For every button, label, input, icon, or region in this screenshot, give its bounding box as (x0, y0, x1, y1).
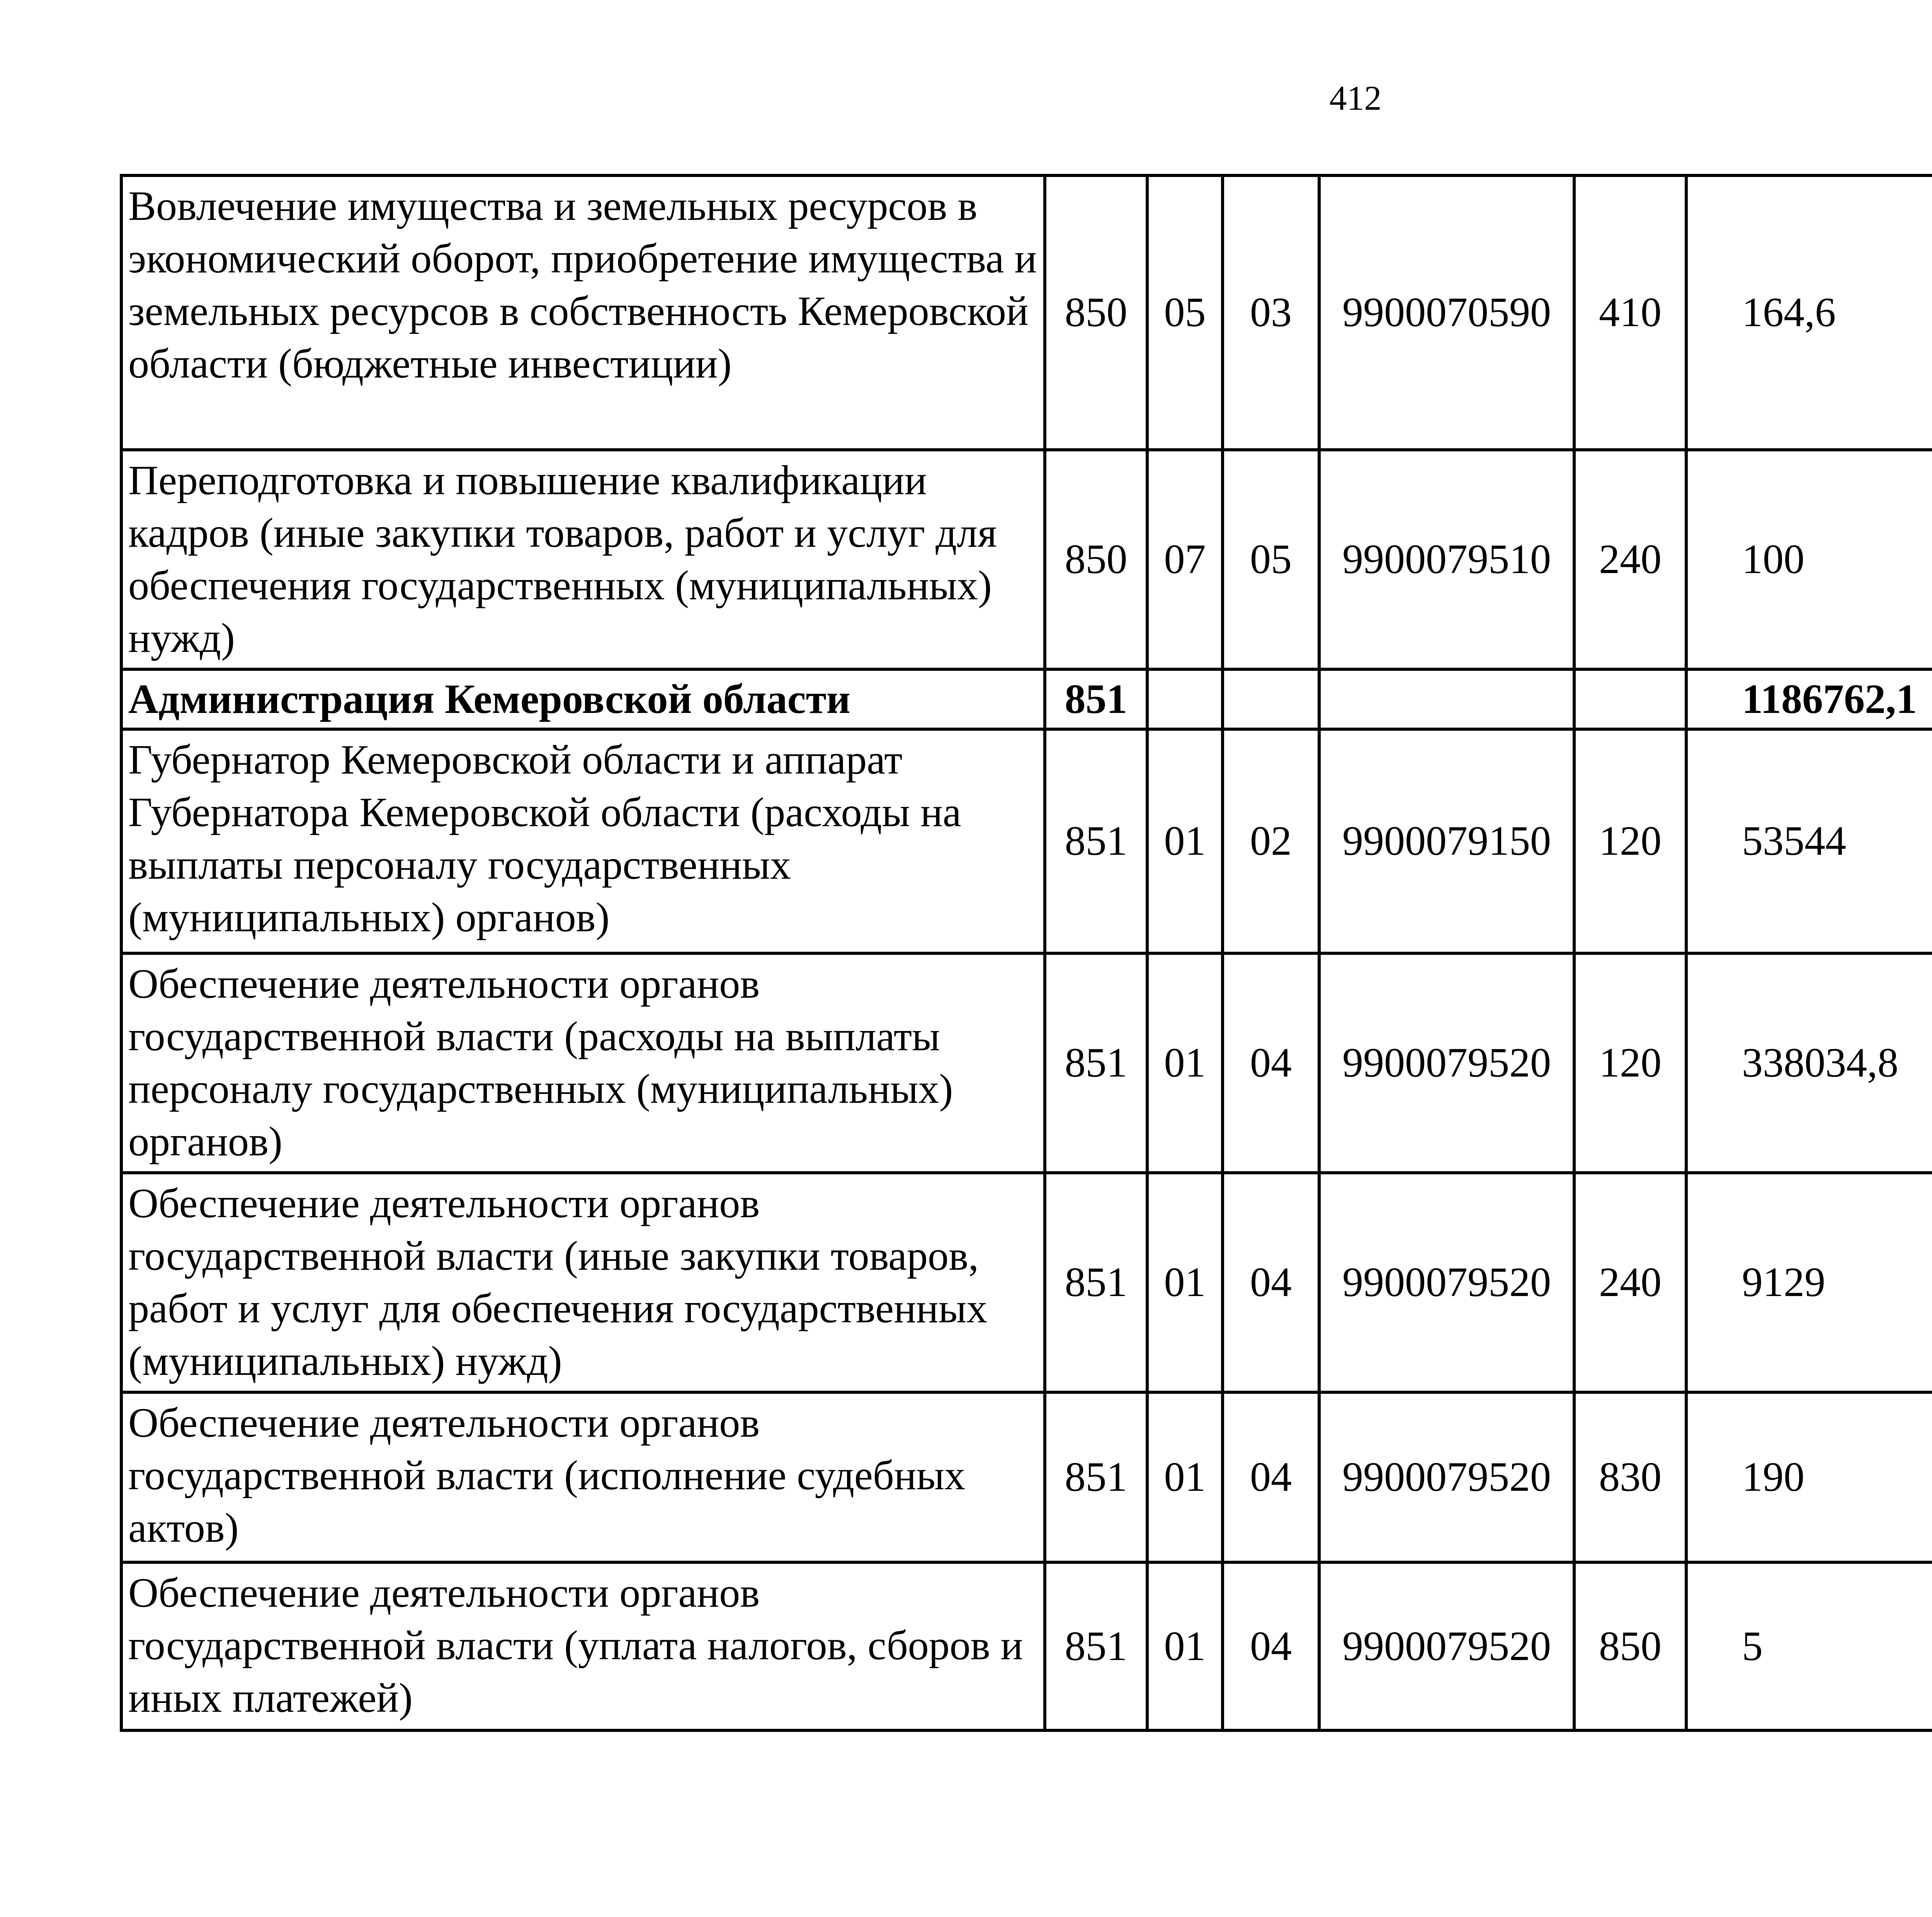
expense-type-code: 850 (1574, 1562, 1686, 1730)
subsection-code (1223, 669, 1319, 729)
amount-year-1: 5 (1686, 1562, 1932, 1730)
subsection-code: 04 (1223, 1392, 1319, 1562)
budget-table (120, 174, 1932, 1732)
ved-code: 851 (1045, 953, 1147, 1173)
table-row (121, 1392, 1932, 1562)
ved-code: 851 (1045, 669, 1147, 729)
expense-type-code: 120 (1574, 953, 1686, 1173)
target-article-code: 9900079150 (1319, 729, 1574, 953)
row-description: Обеспечение деятельности органов государственной власти (расходы на выплаты персоналу государственных (муниципальных) органов) (121, 953, 1045, 1173)
subsection-code: 05 (1223, 450, 1319, 669)
ved-code: 850 (1045, 175, 1147, 450)
target-article-code: 9900079520 (1319, 953, 1574, 1173)
page-number: 412 (1329, 79, 1382, 117)
table-row (121, 729, 1932, 953)
row-description: Вовлечение имущества и земельных ресурсов в экономический оборот, приобретение имущества и земельных ресурсов в собственность Кемеровской области (бюджетные инвестиции) (121, 175, 1045, 450)
expense-type-code: 240 (1574, 1173, 1686, 1392)
target-article-code (1319, 669, 1574, 729)
target-article-code: 9900079520 (1319, 1392, 1574, 1562)
ved-code: 851 (1045, 1173, 1147, 1392)
expense-type-code: 240 (1574, 450, 1686, 669)
amount-year-1: 164,6 (1686, 175, 1932, 450)
table-row (121, 669, 1932, 729)
amount-year-1: 100 (1686, 450, 1932, 669)
ved-code: 851 (1045, 1562, 1147, 1730)
row-description: Администрация Кемеровской области (121, 669, 1045, 729)
section-code: 05 (1147, 175, 1223, 450)
section-code: 01 (1147, 1392, 1223, 1562)
table-row (121, 1562, 1932, 1730)
expense-type-code (1574, 669, 1686, 729)
target-article-code: 9900079520 (1319, 1562, 1574, 1730)
ved-code: 850 (1045, 450, 1147, 669)
expense-type-code: 410 (1574, 175, 1686, 450)
ved-code: 851 (1045, 729, 1147, 953)
row-description: Обеспечение деятельности органов государственной власти (уплата налогов, сборов и иных платежей) (121, 1562, 1045, 1730)
section-code: 01 (1147, 729, 1223, 953)
section-code: 01 (1147, 953, 1223, 1173)
row-description: Обеспечение деятельности органов государственной власти (исполнение судебных актов) (121, 1392, 1045, 1562)
ved-code: 851 (1045, 1392, 1147, 1562)
row-description: Переподготовка и повышение квалификации кадров (иные закупки товаров, работ и услуг для обеспечения государственных (муниципальных) нужд) (121, 450, 1045, 669)
row-description: Губернатор Кемеровской области и аппарат Губернатора Кемеровской области (расходы на выплаты персоналу государственных (муниципальных) органов) (121, 729, 1045, 953)
row-description: Обеспечение деятельности органов государственной власти (иные закупки товаров, работ и услуг для обеспечения государственных (муниципальных) нужд) (121, 1173, 1045, 1392)
subsection-code: 02 (1223, 729, 1319, 953)
table-row (121, 175, 1932, 450)
section-code: 01 (1147, 1562, 1223, 1730)
table-row (121, 953, 1932, 1173)
amount-year-1: 9129 (1686, 1173, 1932, 1392)
target-article-code: 9900079510 (1319, 450, 1574, 669)
amount-year-1: 338034,8 (1686, 953, 1932, 1173)
table-row (121, 1173, 1932, 1392)
section-code (1147, 669, 1223, 729)
amount-year-1: 190 (1686, 1392, 1932, 1562)
amount-year-1: 1186762,1 (1686, 669, 1932, 729)
table-row (121, 450, 1932, 669)
expense-type-code: 830 (1574, 1392, 1686, 1562)
expense-type-code: 120 (1574, 729, 1686, 953)
section-code: 07 (1147, 450, 1223, 669)
target-article-code: 9900070590 (1319, 175, 1574, 450)
subsection-code: 03 (1223, 175, 1319, 450)
section-code: 01 (1147, 1173, 1223, 1392)
subsection-code: 04 (1223, 1173, 1319, 1392)
subsection-code: 04 (1223, 953, 1319, 1173)
target-article-code: 9900079520 (1319, 1173, 1574, 1392)
subsection-code: 04 (1223, 1562, 1319, 1730)
amount-year-1: 53544 (1686, 729, 1932, 953)
